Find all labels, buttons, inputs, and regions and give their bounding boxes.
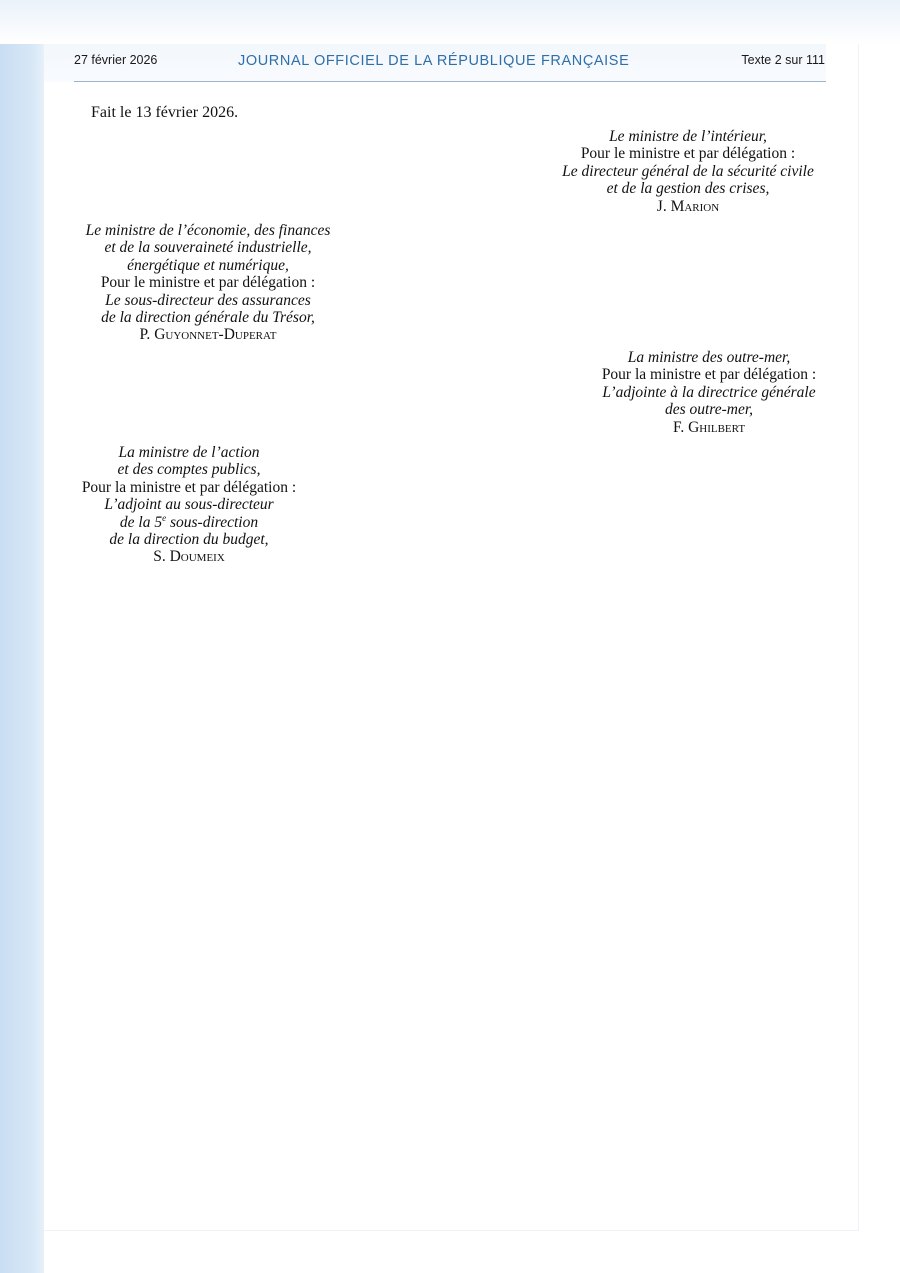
ordinal-superscript: e: [162, 512, 167, 523]
signatory-role: de la direction du budget,: [109, 531, 269, 549]
signatory-role: L’adjointe à la directrice générale: [602, 383, 816, 401]
signing-date: Fait le 13 février 2026.: [91, 104, 239, 121]
signatory-initial: P.: [139, 326, 155, 344]
header-divider: [74, 81, 826, 82]
top-decorative-band: [0, 0, 900, 44]
delegation-line: Pour le ministre et par délégation :: [580, 145, 796, 163]
minister-title: énergétique et numérique,: [127, 256, 289, 274]
signatory-initial: F.: [672, 418, 689, 436]
minister-title: Le ministre de l’économie, des finances: [85, 222, 331, 239]
signatory-role: de la direction générale du Trésor,: [101, 309, 315, 327]
delegation-line: Pour le ministre et par délégation :: [100, 274, 316, 292]
journal-title: JOURNAL OFFICIEL DE LA RÉPUBLIQUE FRANÇAISE: [238, 53, 630, 69]
minister-title: La ministre de l’action: [118, 444, 260, 461]
delegation-line: Pour la ministre et par délégation :: [81, 478, 297, 496]
signatory-role: L’adjoint au sous-directeur: [104, 496, 274, 514]
role-text: sous-direction: [166, 513, 259, 531]
signatory-initial: S.: [153, 548, 170, 566]
role-text: de la 5: [119, 513, 163, 531]
signatory-name: [60, 548, 318, 565]
delegation-line: Pour la ministre et par délégation :: [601, 366, 817, 384]
minister-title: La ministre des outre-mer,: [627, 349, 791, 366]
signatory-role: des outre-mer,: [664, 401, 754, 419]
signatory-surname: Marion: [670, 197, 720, 215]
signatory-surname: Ghilbert: [688, 418, 746, 436]
minister-title: et des comptes publics,: [117, 461, 261, 479]
signatory-role: Le directeur général de la sécurité civile: [562, 162, 814, 180]
signatory-surname: Doumeix: [169, 548, 225, 566]
side-decorative-band: [0, 0, 44, 1273]
signatory-name: [60, 326, 356, 343]
signature-block-economie: [60, 222, 356, 344]
minister-title: et de la souveraineté industrielle,: [104, 239, 312, 257]
signatory-name: [585, 419, 833, 436]
signatory-name: [545, 198, 831, 215]
signatory-role: [60, 514, 318, 531]
signatory-role: et de la gestion des crises,: [606, 180, 770, 198]
signatory-role: Le sous-directeur des assurances: [105, 291, 311, 309]
signatory-initial: J.: [656, 197, 671, 215]
minister-title: Le ministre de l’intérieur,: [609, 128, 767, 145]
signatory-surname: Guyonnet-Duperat: [154, 326, 277, 344]
text-reference: Texte 2 sur 111: [741, 53, 825, 67]
header-date: 27 février 2026: [74, 53, 158, 67]
signature-block-interieur: [545, 128, 831, 215]
signature-block-action: [60, 444, 318, 566]
signature-block-outremer: [585, 349, 833, 436]
